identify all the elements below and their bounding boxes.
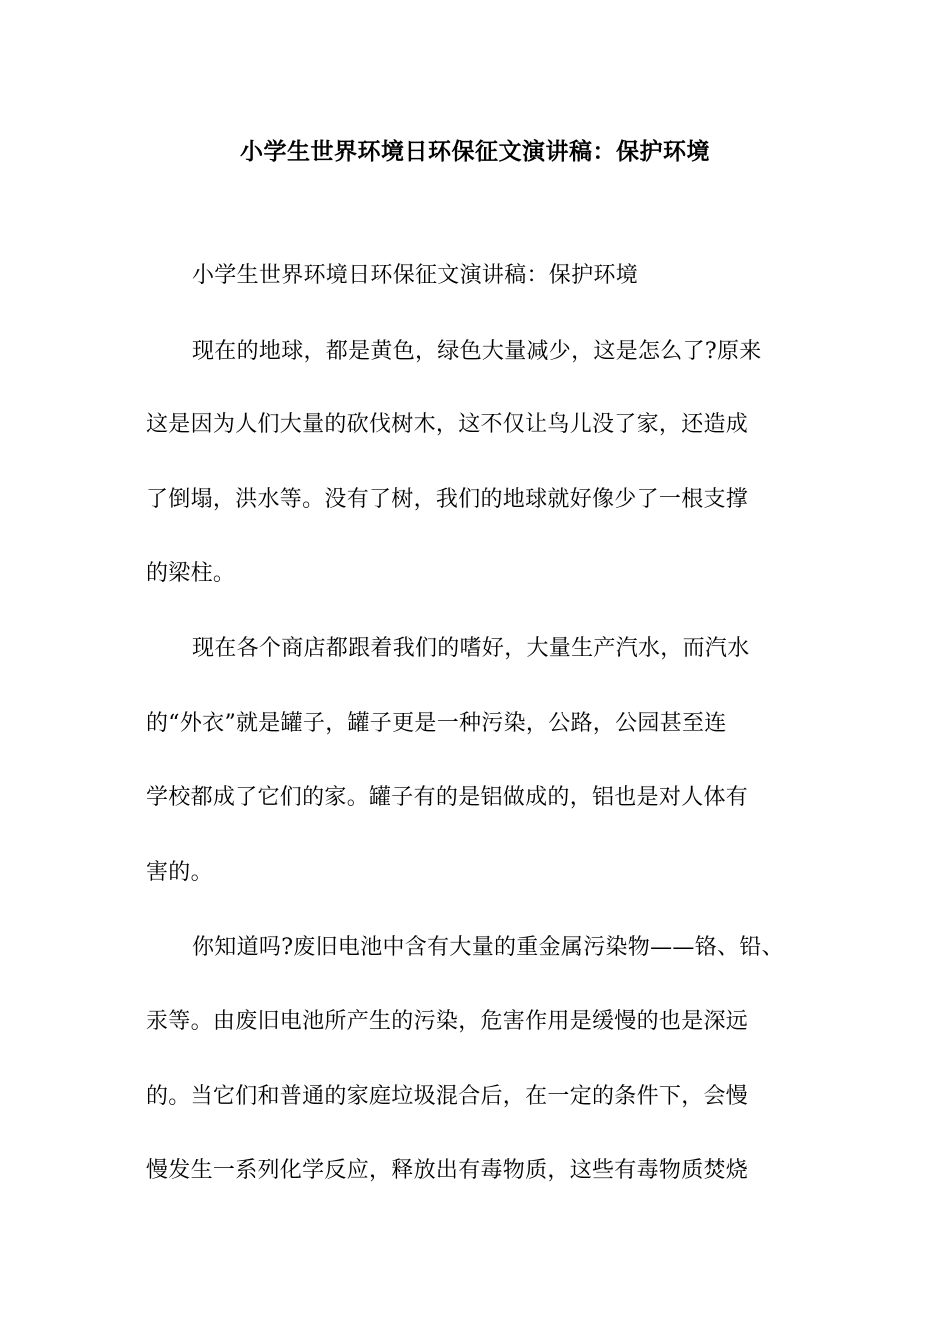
paragraph-line: 现在的地球，都是黄色，绿色大量减少，这是怎么了?原来: [192, 339, 762, 364]
paragraph-line: 慢发生一系列化学反应，释放出有毒物质，这些有毒物质焚烧: [146, 1158, 749, 1183]
paragraph-line: 学校都成了它们的家。罐子有的是铝做成的，铝也是对人体有: [146, 785, 749, 810]
paragraph-line: 的。当它们和普通的家庭垃圾混合后，在一定的条件下，会慢: [146, 1084, 749, 1109]
paragraph-line: 了倒塌，洪水等。没有了树，我们的地球就好像少了一根支撑: [146, 487, 749, 512]
paragraph-line: 你知道吗?废旧电池中含有大量的重金属污染物——铬、铅、: [192, 935, 784, 960]
paragraph-line: 的“外衣”就是罐子，罐子更是一种污染，公路，公园甚至连: [146, 711, 727, 736]
paragraph-line: 小学生世界环境日环保征文演讲稿：保护环境: [192, 263, 639, 288]
paragraph-line: 汞等。由废旧电池所产生的污染，危害作用是缓慢的也是深远: [146, 1009, 749, 1034]
paragraph-line: 害的。: [146, 860, 213, 885]
document-title: 小学生世界环境日环保征文演讲稿：保护环境: [240, 138, 710, 165]
paragraph-line: 的梁柱。: [146, 561, 236, 586]
paragraph-line: 这是因为人们大量的砍伐树木，这不仅让鸟儿没了家，还造成: [146, 412, 749, 437]
paragraph-line: 现在各个商店都跟着我们的嗜好，大量生产汽水，而汽水: [192, 636, 750, 661]
